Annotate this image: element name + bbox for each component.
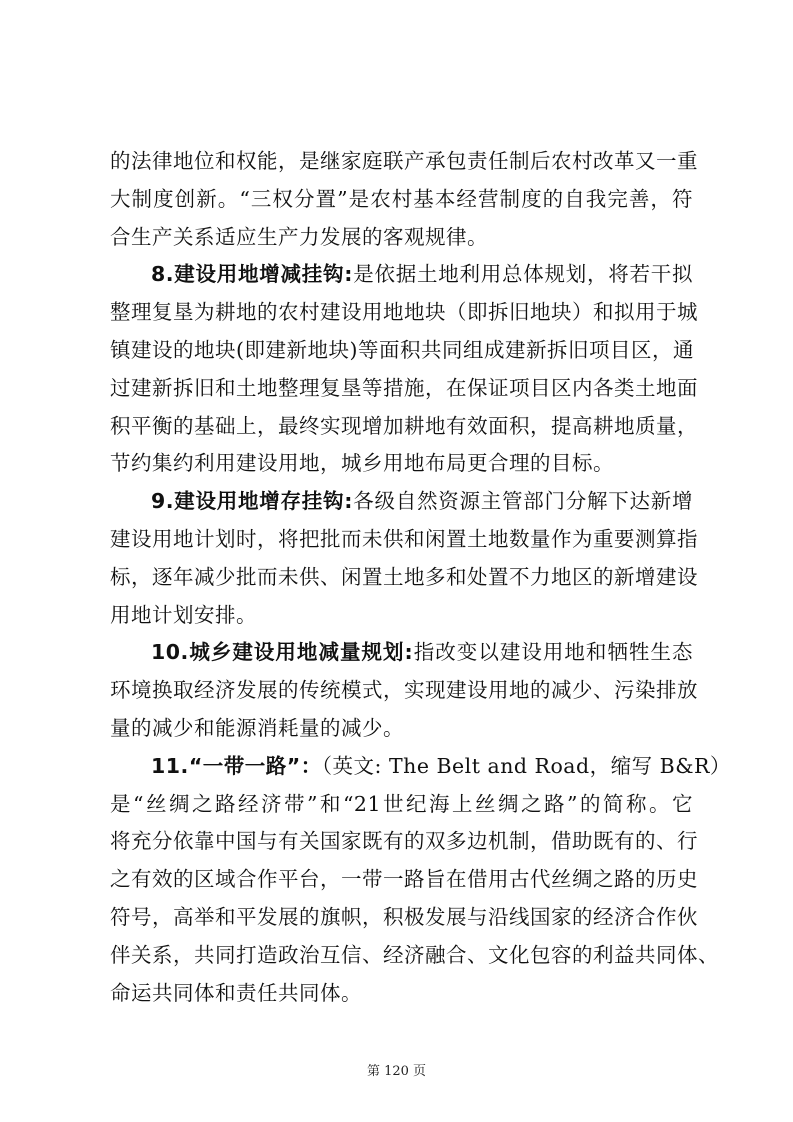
text-line: 环境换取经济发展的传统模式，实现建设用地的减少、污染排放 — [110, 678, 698, 703]
definition-text: 是依据土地利用总体规划，将若干拟 — [353, 262, 693, 287]
text-line: 伴关系，共同打造政治互信、经济融合、文化包容的利益共同体、 — [110, 942, 719, 967]
definition-text: 各级自然资源主管部门分解下达新增 — [353, 489, 693, 514]
text-line — [110, 634, 693, 672]
text-line: 将充分依靠中国与有关国家既有的双多边机制，借助既有的、行 — [110, 829, 698, 854]
text-line: 整理复垦为耕地的农村建设用地地块（即拆旧地块）和拟用于城 — [110, 300, 698, 325]
text-line: 的法律地位和权能，是继家庭联产承包责任制后农村改革又一重 — [110, 149, 698, 173]
text-line — [110, 483, 693, 521]
paragraph-item-9 — [110, 483, 698, 634]
text-line: 之有效的区域合作平台，一带一路旨在借用古代丝绸之路的历史 — [110, 867, 698, 892]
text-line: 符号，高举和平发展的旗帜，积极发展与沿线国家的经济合作伙 — [110, 904, 698, 929]
text-line: 用地计划安排。 — [110, 602, 257, 627]
definition-text: 指改变以建设用地和牺牲生态 — [413, 640, 694, 665]
text-line: 建设用地计划时，将把批而未供和闲置土地数量作为重要测算指 — [110, 526, 698, 551]
text-line: 是“丝绸之路经济带”和“21世纪海上丝绸之路”的简称。它 — [110, 791, 693, 816]
text-line: 过建新拆旧和土地整理复垦等措施，在保证项目区内各类土地面 — [110, 375, 698, 400]
paragraph-item-10 — [110, 634, 698, 747]
page-number: 第 120 页 — [366, 1064, 427, 1079]
term-heading: 9.建设用地增存挂钩: — [151, 489, 353, 514]
paragraph-item-11 — [110, 748, 731, 1013]
text-line: 镇建设的地块(即建新地块)等面积共同组成建新拆旧项目区，通 — [110, 337, 694, 362]
text-line: 大制度创新。“三权分置”是农村基本经营制度的自我完善，符 — [110, 186, 693, 211]
paragraph-item-8 — [110, 256, 698, 483]
text-line — [110, 748, 731, 786]
term-heading: 10.城乡建设用地减量规划: — [151, 640, 414, 665]
term-heading: 11.“一带一路”： — [151, 753, 322, 778]
definition-text: （英文: The Belt and Road，缩写 B&R） — [321, 753, 731, 778]
paragraph-continuation — [110, 143, 698, 256]
document-body — [110, 143, 731, 1012]
text-line — [110, 256, 693, 294]
text-line: 合生产关系适应生产力发展的客观规律。 — [110, 224, 488, 249]
text-line: 节约集约利用建设用地，城乡用地布局更合理的目标。 — [110, 451, 614, 476]
text-line: 量的减少和能源消耗量的减少。 — [110, 715, 404, 740]
text-line: 积平衡的基础上，最终实现增加耕地有效面积，提高耕地质量， — [110, 413, 698, 438]
text-line: 命运共同体和责任共同体。 — [110, 980, 362, 1005]
text-line: 标，逐年减少批而未供、闲置土地多和处置不力地区的新增建设 — [110, 564, 698, 589]
term-heading: 8.建设用地增减挂钩: — [151, 262, 353, 287]
